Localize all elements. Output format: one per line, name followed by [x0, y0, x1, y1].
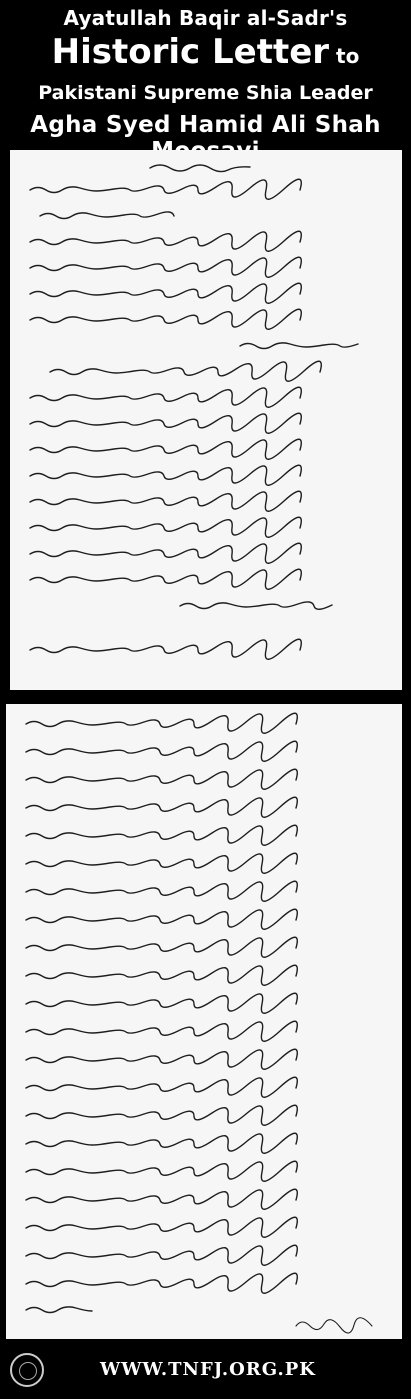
title-line-3: Pakistani Supreme Shia Leader: [38, 82, 373, 104]
header: [0, 0, 411, 150]
title-line-2: [0, 32, 411, 76]
title-suffix: to: [329, 44, 360, 68]
handwriting-page-1: [10, 150, 402, 690]
letter-page-1: [10, 150, 402, 690]
title-line-4: Agha Syed Hamid Ali Shah: [30, 112, 381, 138]
letter-page-2: [6, 704, 402, 1339]
handwriting-page-2: [6, 704, 402, 1339]
title-main: Historic Letter: [51, 32, 330, 72]
title-line-1: Ayatullah Baqir al-Sadr's: [63, 6, 348, 30]
seal-emblem-icon: [10, 1353, 44, 1387]
footer: [0, 1345, 411, 1399]
website-url[interactable]: WWW.TNFJ.ORG.PK: [100, 1359, 316, 1380]
